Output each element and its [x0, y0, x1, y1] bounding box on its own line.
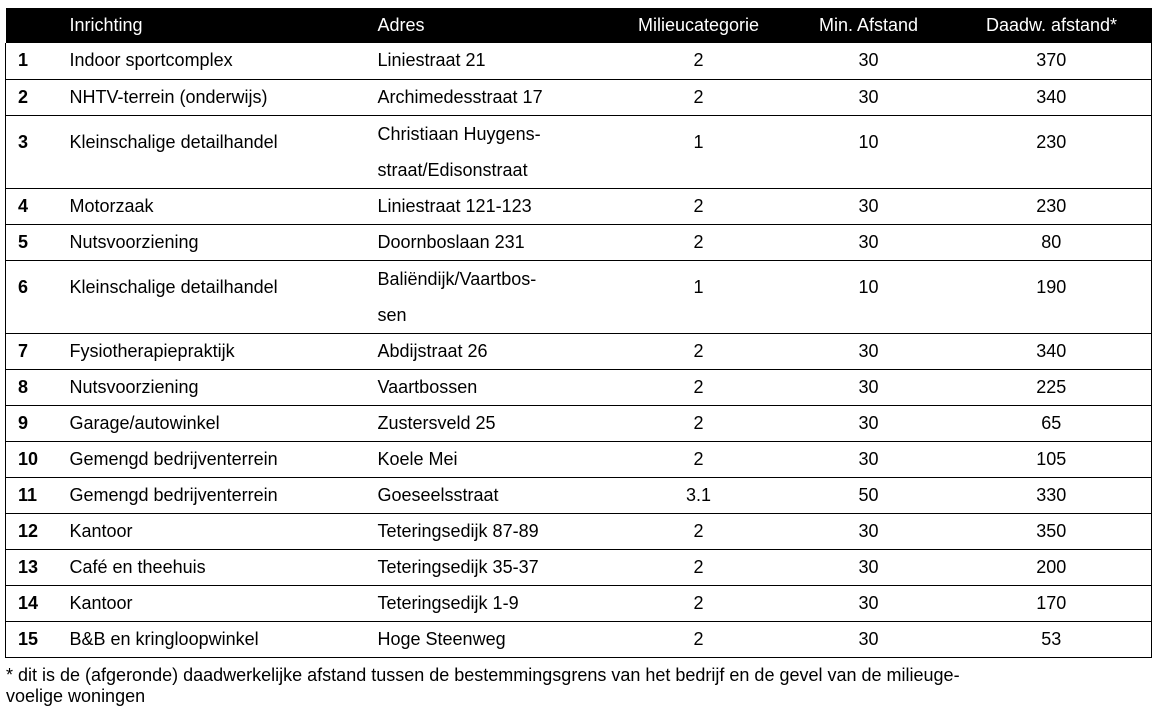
inrichting-cell: Gemengd bedrijventerrein — [70, 477, 378, 513]
daadw-afstand-cell: 190 — [952, 260, 1152, 333]
header-min-afstand: Min. Afstand — [818, 15, 919, 35]
daadw-afstand-cell: 350 — [952, 513, 1152, 549]
daadw-afstand-cell: 65 — [952, 405, 1152, 441]
min-afstand-cell: 10 — [786, 260, 952, 333]
milieucategorie-cell: 2 — [612, 513, 786, 549]
table-row — [6, 43, 1152, 79]
min-afstand-cell: 30 — [786, 441, 952, 477]
milieucategorie-cell: 2 — [612, 405, 786, 441]
inrichting-cell: Motorzaak — [70, 188, 378, 224]
daadw-afstand-cell: 170 — [952, 585, 1152, 621]
adres-cell — [378, 260, 612, 333]
milieucategorie-cell: 1 — [612, 260, 786, 333]
daadw-afstand-cell: 200 — [952, 549, 1152, 585]
inrichting-cell: Fysiotherapiepraktijk — [70, 333, 378, 369]
milieucategorie-cell: 2 — [693, 50, 704, 71]
row-number: 7 — [6, 333, 70, 369]
table-row — [6, 79, 1152, 115]
footnote-line-1: * dit is de (afgeronde) daadwerkelijke afstand tussen de bestemmingsgrens van het bedrijf en de gevel van de milieuge- — [6, 665, 960, 685]
milieucategorie-cell: 2 — [612, 79, 786, 115]
adres-cell: Vaartbossen — [378, 369, 612, 405]
table-body — [6, 43, 1152, 657]
row-number: 8 — [6, 369, 70, 405]
adres-line-2: sen — [377, 304, 407, 325]
min-afstand-cell: 30 — [786, 585, 952, 621]
row-number: 2 — [6, 79, 70, 115]
adres-cell: Koele Mei — [378, 441, 612, 477]
inrichting-cell: Kantoor — [70, 513, 378, 549]
daadw-afstand-cell: 340 — [952, 79, 1152, 115]
adres-cell: Liniestraat 21 — [377, 50, 486, 71]
inrichting-cell: Nutsvoorziening — [70, 369, 378, 405]
adres-cell: Archimedesstraat 17 — [378, 79, 612, 115]
adres-cell: Hoge Steenweg — [378, 621, 612, 657]
daadw-afstand-cell: 80 — [952, 224, 1152, 260]
adres-line-1: Baliëndijk/Vaartbos- — [377, 268, 537, 289]
adres-cell: Zustersveld 25 — [378, 405, 612, 441]
milieucategorie-cell: 2 — [612, 224, 786, 260]
footnote — [6, 665, 1126, 707]
row-number: 12 — [6, 513, 70, 549]
min-afstand-cell: 30 — [786, 549, 952, 585]
min-afstand-cell: 30 — [786, 79, 952, 115]
adres-cell: Abdijstraat 26 — [378, 333, 612, 369]
inrichting-cell: Garage/autowinkel — [70, 405, 378, 441]
table-row — [6, 585, 1152, 621]
header-inrichting: Inrichting — [69, 15, 143, 35]
adres-line-2: straat/Edisonstraat — [377, 159, 528, 180]
inrichting-cell: Nutsvoorziening — [70, 224, 378, 260]
milieucategorie-cell: 2 — [612, 585, 786, 621]
min-afstand-cell: 30 — [786, 333, 952, 369]
row-number: 13 — [6, 549, 70, 585]
row-number: 10 — [6, 441, 70, 477]
milieucategorie-cell: 2 — [612, 369, 786, 405]
adres-cell: Teteringsedijk 35-37 — [378, 549, 612, 585]
min-afstand-cell: 30 — [786, 513, 952, 549]
inrichting-cell: Kleinschalige detailhandel — [70, 115, 378, 188]
daadw-afstand-cell: 105 — [952, 441, 1152, 477]
table-row — [6, 477, 1152, 513]
row-number: 15 — [6, 621, 70, 657]
min-afstand-cell: 30 — [786, 369, 952, 405]
adres-cell: Goeseelsstraat — [378, 477, 612, 513]
row-number: 14 — [6, 585, 70, 621]
min-afstand-cell: 50 — [786, 477, 952, 513]
table-row — [6, 115, 1152, 188]
milieucategorie-cell: 3.1 — [612, 477, 786, 513]
daadw-afstand-cell: 230 — [952, 188, 1152, 224]
min-afstand-cell: 30 — [786, 224, 952, 260]
daadw-afstand-cell: 225 — [952, 369, 1152, 405]
footnote-line-2: voelige woningen — [6, 686, 146, 706]
milieucategorie-cell: 2 — [612, 188, 786, 224]
min-afstand-cell: 30 — [786, 621, 952, 657]
daadw-afstand-cell: 230 — [952, 115, 1152, 188]
min-afstand-cell: 30 — [858, 50, 879, 71]
inrichting-cell: Gemengd bedrijventerrein — [70, 441, 378, 477]
min-afstand-cell: 10 — [786, 115, 952, 188]
milieucategorie-cell: 2 — [612, 441, 786, 477]
inrichting-cell: Café en theehuis — [70, 549, 378, 585]
table-row — [6, 549, 1152, 585]
header-nr — [6, 8, 70, 43]
adres-cell — [378, 115, 612, 188]
row-number: 4 — [6, 188, 70, 224]
daadw-afstand-cell: 340 — [952, 333, 1152, 369]
table-row — [6, 260, 1152, 333]
row-number: 5 — [6, 224, 70, 260]
milieucategorie-cell: 2 — [612, 621, 786, 657]
inrichting-cell: Indoor sportcomplex — [69, 50, 233, 71]
min-afstand-cell: 30 — [786, 188, 952, 224]
inrichting-cell: Kleinschalige detailhandel — [70, 260, 378, 333]
distance-table — [5, 8, 1152, 658]
row-number: 3 — [6, 115, 70, 188]
inrichting-cell: NHTV-terrein (onderwijs) — [70, 79, 378, 115]
header-daadw-afstand: Daadw. afstand* — [985, 15, 1118, 35]
milieucategorie-cell: 1 — [612, 115, 786, 188]
daadw-afstand-cell: 53 — [952, 621, 1152, 657]
table-row — [6, 369, 1152, 405]
inrichting-cell: Kantoor — [70, 585, 378, 621]
row-number: 9 — [6, 405, 70, 441]
row-number: 6 — [6, 260, 70, 333]
table-row — [6, 224, 1152, 260]
row-number: 1 — [6, 43, 70, 79]
header-adres: Adres — [377, 15, 425, 35]
adres-cell: Liniestraat 121-123 — [378, 188, 612, 224]
table-row — [6, 621, 1152, 657]
table-row — [6, 405, 1152, 441]
header-milieucategorie: Milieucategorie — [637, 15, 760, 35]
table-row — [6, 513, 1152, 549]
table-row — [6, 441, 1152, 477]
daadw-afstand-cell: 330 — [952, 477, 1152, 513]
row-number: 11 — [6, 477, 70, 513]
min-afstand-cell: 30 — [786, 405, 952, 441]
table-header-row — [6, 8, 1152, 43]
milieucategorie-cell: 2 — [612, 549, 786, 585]
table-row — [6, 333, 1152, 369]
daadw-afstand-cell: 370 — [952, 43, 1152, 79]
adres-line-1: Christiaan Huygens- — [377, 123, 541, 144]
milieucategorie-cell: 2 — [612, 333, 786, 369]
adres-cell: Teteringsedijk 87-89 — [378, 513, 612, 549]
table-row — [6, 188, 1152, 224]
adres-cell: Teteringsedijk 1-9 — [378, 585, 612, 621]
adres-cell: Doornboslaan 231 — [378, 224, 612, 260]
inrichting-cell: B&B en kringloopwinkel — [70, 621, 378, 657]
